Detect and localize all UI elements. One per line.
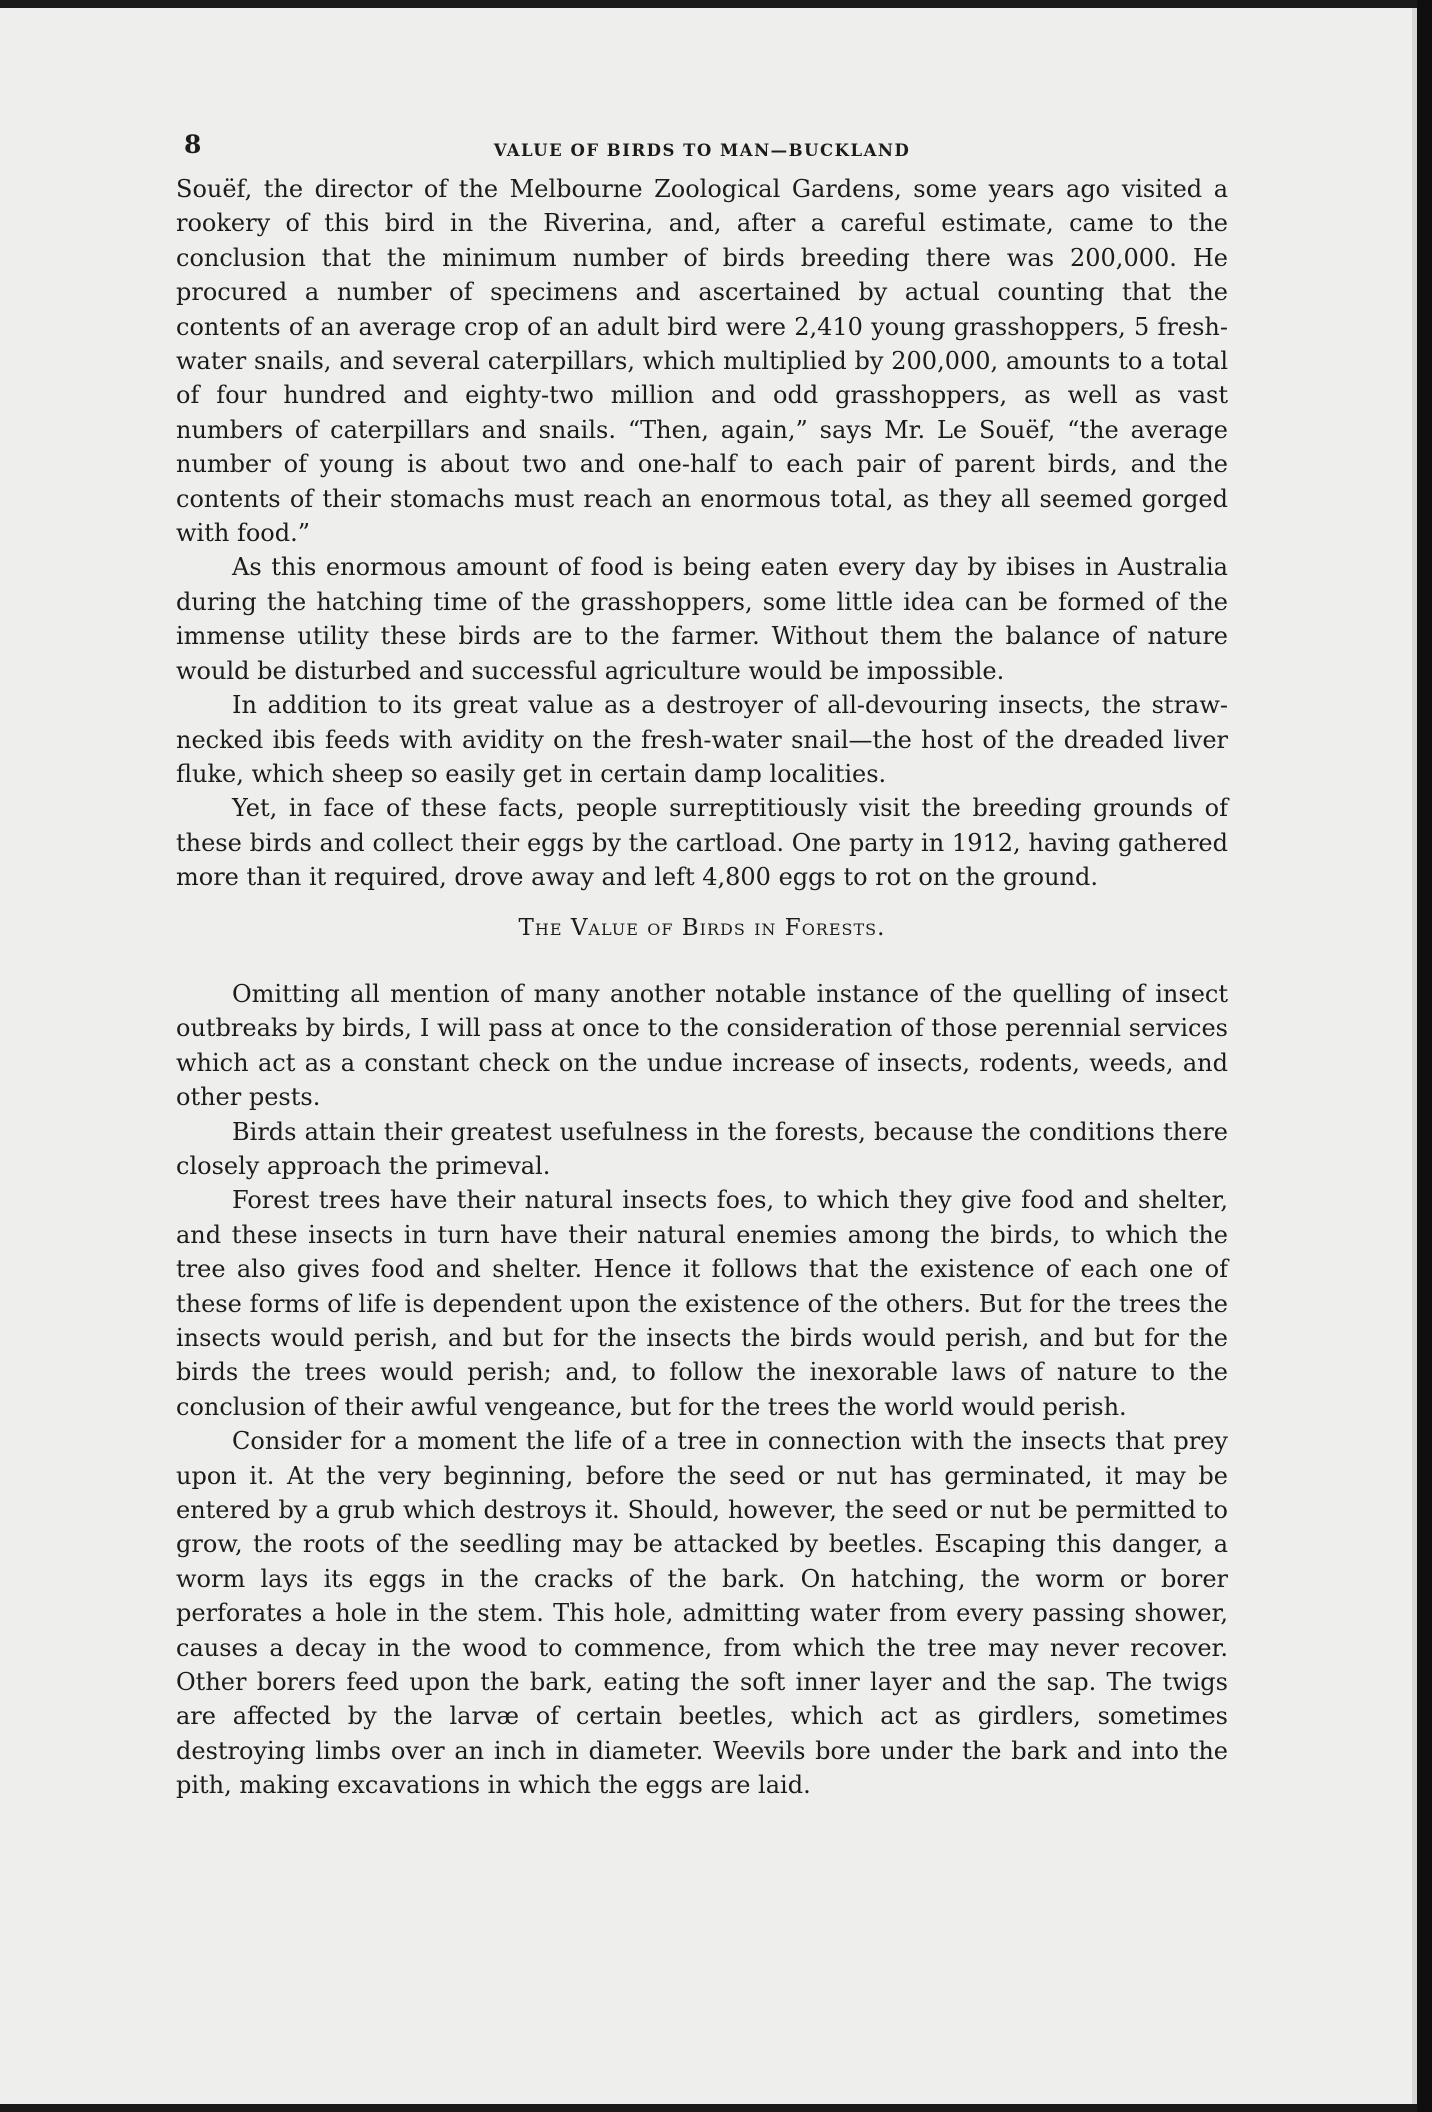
paragraph-egg-collection: Yet, in face of these facts, people surreptitiously visit the breeding grounds of these birds and collect their eggs by the cartload. One party in 1912, having gathered more than it required, drove away and left 4,800 eggs to rot on the ground. [176, 794, 1228, 892]
paragraph-snail-host: In addition to its great value as a destroyer of all-devouring insects, the straw-necked ibis feeds with avidity on the fresh-water snail—the host of the dreaded liver fluke, which sheep so easily get in certain damp localities. [176, 691, 1228, 788]
page-edge-shadow [1417, 0, 1432, 2112]
section-heading: The Value of Birds in Forests. [518, 914, 886, 941]
book-page [0, 8, 1418, 2104]
page-header [176, 128, 1228, 168]
paragraph-forest-interdependence: Forest trees have their natural insects foes, to which they give food and shelter, and these insects in turn have their natural enemies among the birds, to which the tree also gives food and shelter. Hence it follows that the existence of each one of these forms of life is dependent upon the existence of the others. But for the trees the insects would perish, and but for the insects the birds would perish, and but for the birds the trees would perish; and, to follow the inexorable laws of nature to the conclusion of their awful vengeance, but for the trees the world would perish. [176, 1186, 1228, 1421]
page-number: 8 [184, 130, 202, 159]
paragraph-forest-usefulness: Birds attain their greatest usefulness in the forests, because the conditions there closely approach the primeval. [176, 1117, 1228, 1180]
paragraph-ibis-utility: As this enormous amount of food is being eaten every day by ibises in Australia during the hatching time of the grasshoppers, some little idea can be formed of the immense utility these birds are to the farmer. Without them the balance of nature would be disturbed and successful agriculture would be impossible. [176, 553, 1228, 685]
page-text [176, 128, 1228, 1803]
paragraph-tree-life-insects: Consider for a moment the life of a tree in connection with the insects that prey upon it. At the very beginning, before the seed or nut has germinated, it may be entered by a grub which destroys it. Should, however, the seed or nut be permitted to grow, the roots of the seedling may be attacked by beetles. Escaping this danger, a worm lays its eggs in the cracks of the bark. On hatching, the worm or borer perforates a hole in the stem. This hole, admitting water from every passing shower, causes a decay in the wood to commence, from which the tree may never recover. Other borers feed upon the bark, eating the soft inner layer and the sap. The twigs are affected by the larvæ of certain beetles, which act as girdlers, sometimes destroying limbs over an inch in diameter. Weevils bore under the bark and into the pith, making excavations in which the eggs are laid. [176, 1427, 1228, 1800]
paragraph-perennial-services: Omitting all mention of many another notable instance of the quelling of insect outbreaks by birds, I will pass at once to the consideration of those perennial services which act as a constant check on the undue increase of insects, rodents, weeds, and other pests. [176, 979, 1228, 1112]
running-head: VALUE OF BIRDS TO MAN—BUCKLAND [493, 141, 911, 160]
paragraph-souef-estimate: Souëf, the director of the Melbourne Zoological Gardens, some years ago visited a rookery of this bird in the Riverina, and, after a careful estimate, came to the conclusion that the minimum number of birds breeding there was 200,000. He procured a number of specimens and ascertained by actual counting that the contents of an average crop of an adult bird were 2,410 young grasshoppers, 5 fresh-water snails, and several caterpillars, which multiplied by 200,000, amounts to a total of four hundred and eighty-two million and odd grasshoppers, as well as vast numbers of caterpillars and snails. “Then, again,” says Mr. Le Souëf, “the average number of young is about two and one-half to each pair of parent birds, and the contents of their stomachs must reach an enormous total, as they all seemed gorged with food.” [176, 175, 1228, 548]
